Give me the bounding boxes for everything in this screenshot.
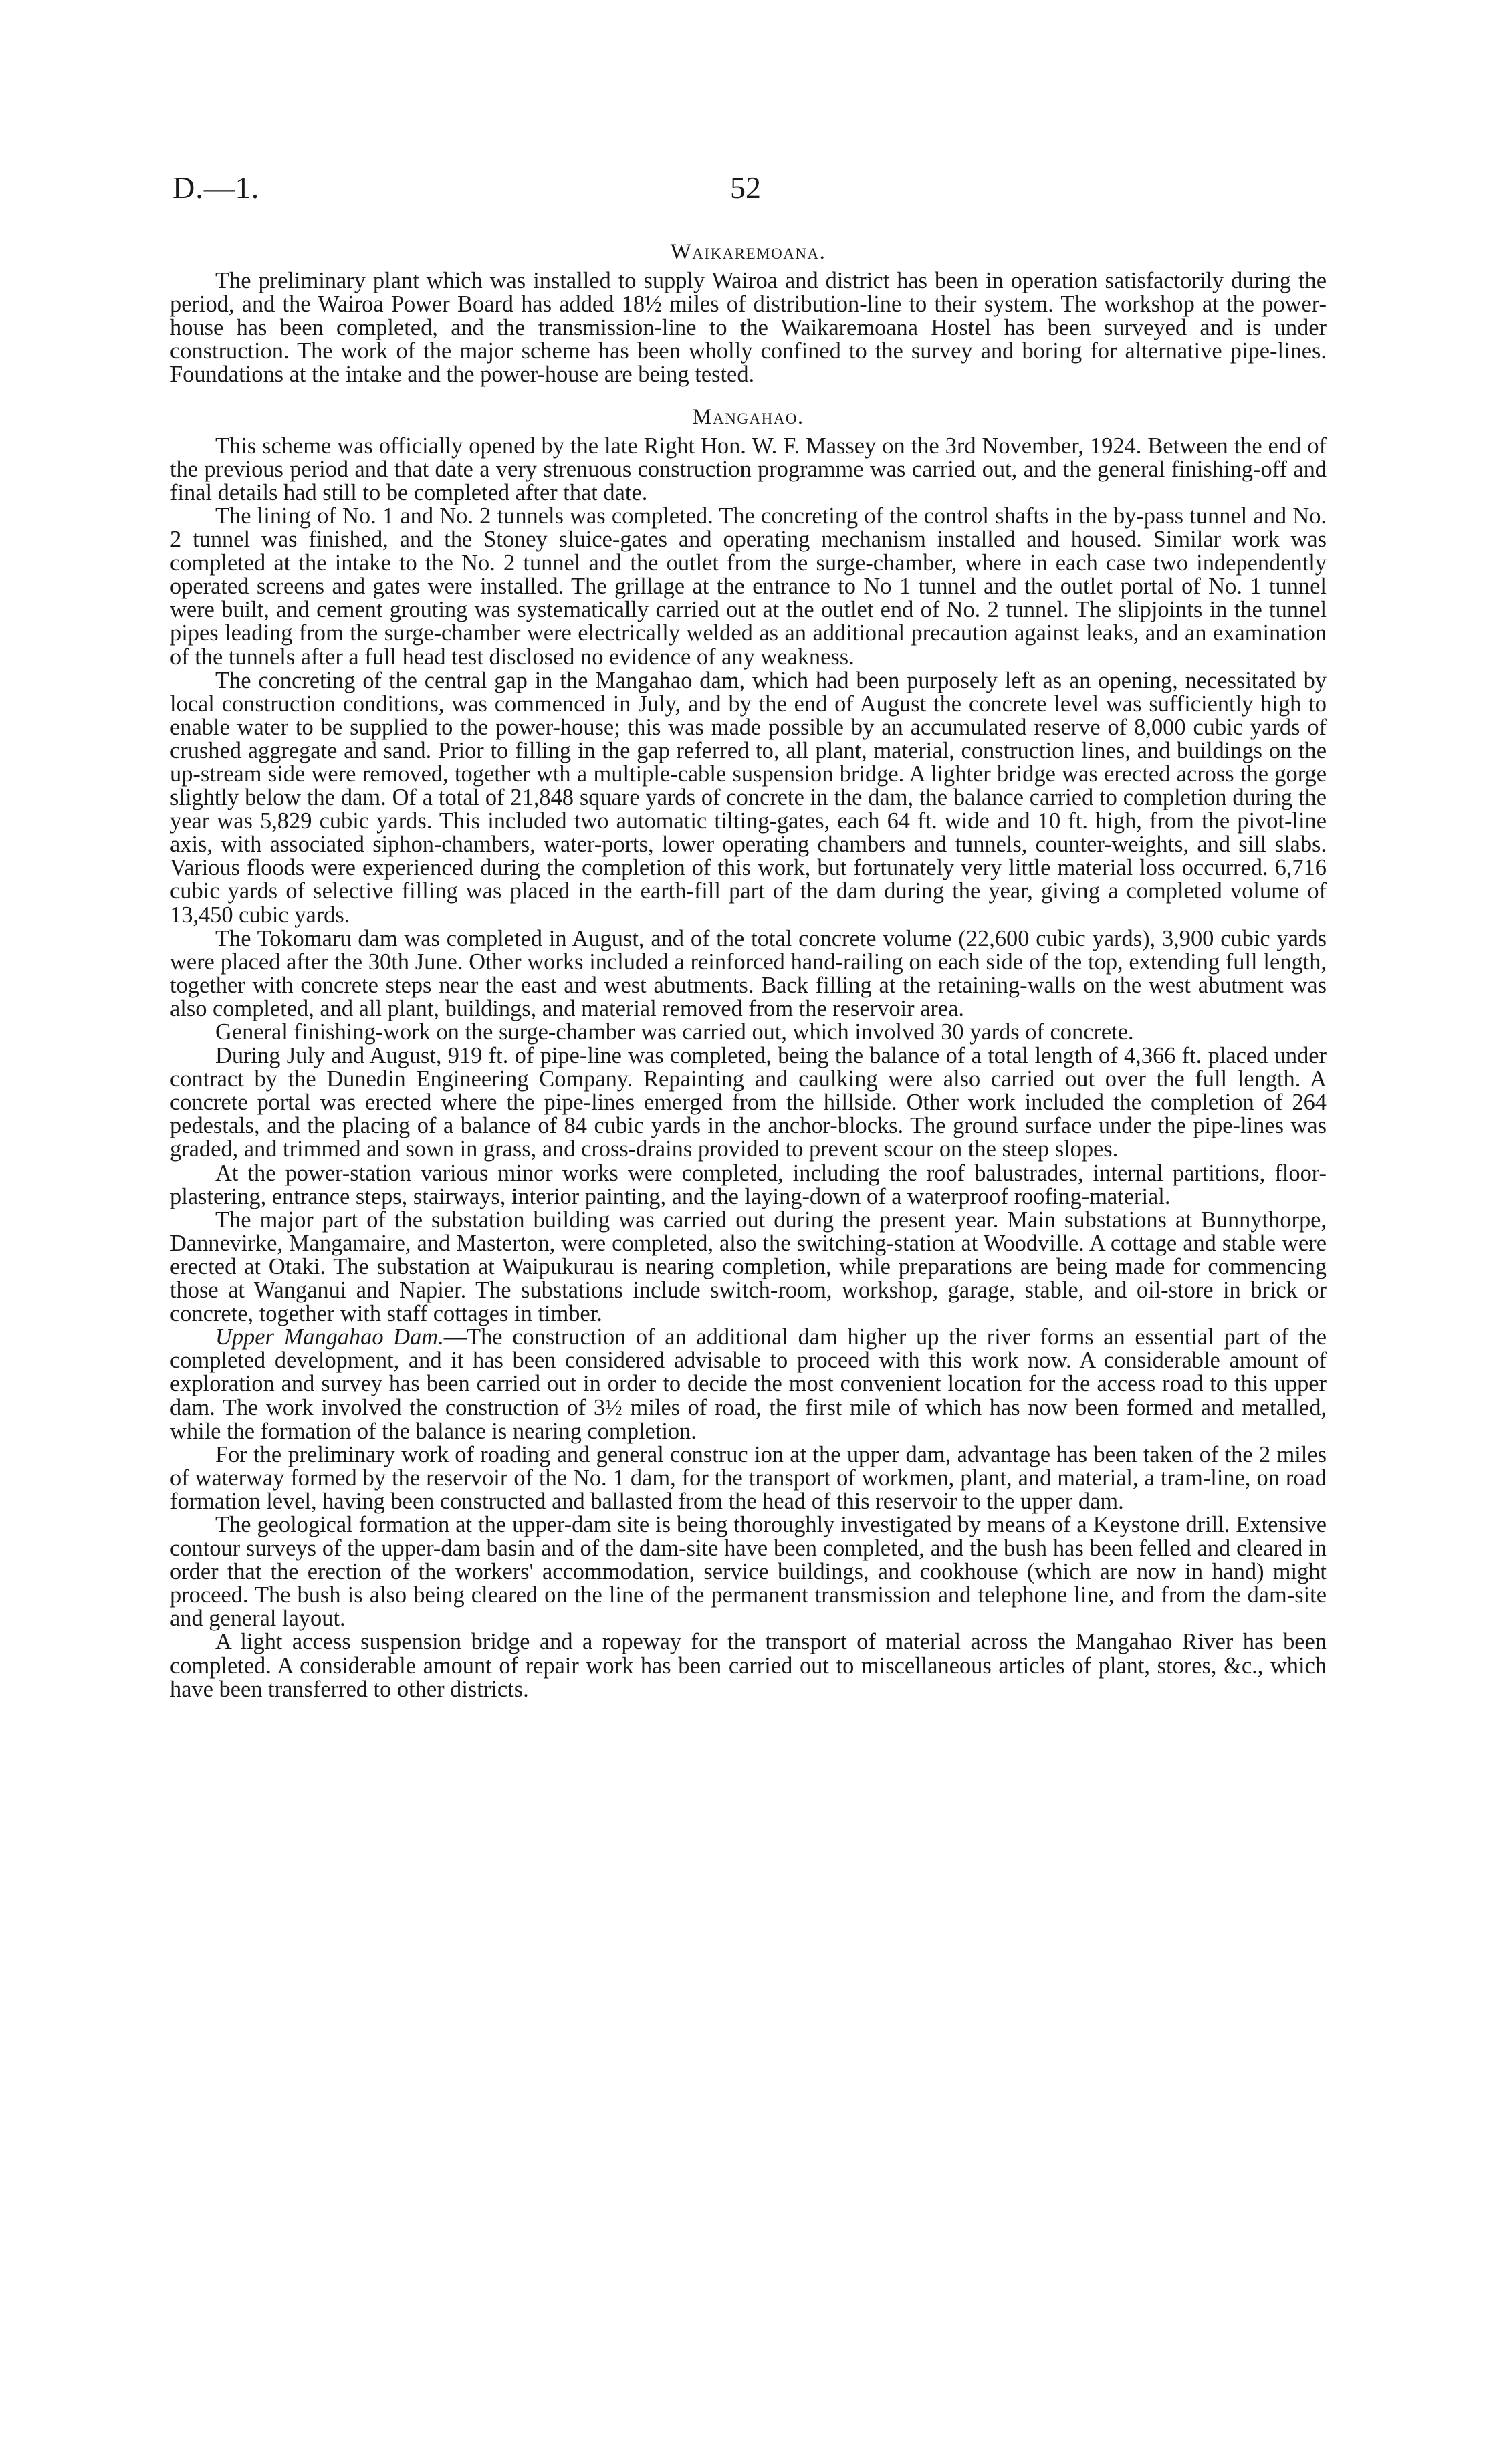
paragraph: The lining of No. 1 and No. 2 tunnels was completed. The concreting of the control shafts in the by-pass tunnel and No. 2 tunnel was finished, and the Stoney sluice-gates and operating mechanism installed and housed. Similar work was completed at the intake to the No. 2 tunnel and the outlet from the surge-chamber, where in each case two independently operated screens and gates were installed. The grillage at the entrance to No 1 tunnel and the outlet portal of No. 1 tunnel were built, and cement grouting was systematically carried out at the outlet end of No. 2 tunnel. The slipjoints in the tunnel pipes leading from the surge-chamber were electrically welded as an additional precaution against leaks, and an examination of the tunnels after a full head test disclosed no evidence of any weakness.	[170, 503, 1327, 670]
upper-dam-heading: Upper Mangahao Dam.	[215, 1324, 444, 1350]
paragraph: The geological formation at the upper-dam site is being thoroughly investigated by means of a Keystone drill. Extensive contour surveys of the upper-dam basin and of the dam-site have been completed, and the bush has been felled and cleared in order that the erection of the workers' accommodation, service buildings, and cookhouse (which are now in hand) might proceed. The bush is also being cleared on the line of the permanent transmission and telephone line, and from the dam-site and general layout.	[170, 1511, 1327, 1632]
document-code: D.—1.	[173, 170, 260, 205]
paragraph: The major part of the substation building was carried out during the present year. Main substations at Bunnythorpe, Dannevirke, Mangamaire, and Masterton, were completed, also the switching-station at Woodville. A cottage and stable were erected at Otaki. The substation at Waipukurau is nearing completion, while preparations are being made for commencing those at Wanganui and Napier. The substations include switch-room, workshop, garage, stable, and oil-store in brick or concrete, together with staff cottages in timber.	[170, 1207, 1327, 1327]
paragraph: The Tokomaru dam was completed in August, and of the total concrete volume (22,600 cubic yards), 3,900 cubic yards were placed after the 30th June. Other works included a reinforced hand-railing on each side of the top, extending full length, together with concrete steps near the east and west abutments. Back filling at the retaining-walls on the west abutment was also completed, and all plant, buildings, and material removed from the reservoir area.	[170, 925, 1327, 1021]
paragraph: At the power-station various minor works were completed, including the roof balustrades, internal partitions, floor-plastering, entrance steps, stairways, interior painting, and the laying-down of a waterproof roofing-material.	[170, 1160, 1327, 1209]
section-title-waikaremoana: Waikaremoana.	[670, 240, 826, 264]
paragraph: A light access suspension bridge and a ropeway for the transport of material across the Mangahao River has been completed. A considerable amount of repair work has been carried out to miscellaneous articles of plant, stores, &c., which have been transferred to other districts.	[170, 1629, 1327, 1702]
paragraph: The concreting of the central gap in the Mangahao dam, which had been purposely left as an opening, necessitated by local construction conditions, was commenced in July, and by the end of August the concrete level was sufficiently high to enable water to be supplied to the power-house; this was made possible by an accumulated reserve of 8,000 cubic yards of crushed aggregate and sand. Prior to filling in the gap referred to, all plant, material, construction lines, and buildings on the up-stream side were removed, together wth a multiple-cable suspension bridge. A lighter bridge was erected across the gorge slightly below the dam. Of a total of 21,848 square yards of concrete in the dam, the balance carried to completion during the year was 5,829 cubic yards. This included two automatic tilting-gates, each 64 ft. wide and 10 ft. high, from the pivot-line axis, with associated siphon-chambers, water-ports, lower operating chambers and tunnels, counter-weights, and sill slabs. Various floods were experienced during the completion of this work, but fortunately very little material loss occurred. 6,716 cubic yards of selective filling was placed in the earth-fill part of the dam during the year, giving a completed volume of 13,450 cubic yards.	[170, 667, 1327, 928]
paragraph: During July and August, 919 ft. of pipe-line was completed, being the balance of a total length of 4,366 ft. placed under contract by the Dunedin Engineering Company. Repainting and caulking were also carried out over the full length. A concrete portal was erected where the pipe-lines emerged from the hillside. Other work included the completion of 264 pedestals, and the placing of a balance of 84 cubic yards in the anchor-blocks. The ground surface under the pipe-lines was graded, and trimmed and sown in grass, and cross-drains provided to prevent scour on the steep slopes.	[170, 1043, 1327, 1162]
paragraph: The preliminary plant which was installed to supply Wairoa and district has been in operation satisfactorily during the period, and the Wairoa Power Board has added 18½ miles of distribution-line to their system. The workshop at the power-house has been completed, and the transmission-line to the Waikaremoana Hostel has been surveyed and is under construction. The work of the major scheme has been wholly confined to the survey and boring for alternative pipe-lines. Foundations at the intake and the power-house are being tested.	[170, 268, 1327, 388]
paragraph: This scheme was officially opened by the late Right Hon. W. F. Massey on the 3rd November, 1924. Between the end of the previous period and that date a very strenuous construction programme was carried out, and the general finishing-off and final details had still to be completed after that date.	[170, 433, 1327, 505]
section-title-mangahao: Mangahao.	[692, 404, 804, 429]
upper-dam-paragraph	[170, 1326, 1327, 1443]
upper-dam-text: —The construction of an additional dam higher up the river forms an essential part of the completed development, and it has been considered advisable to proceed with this work now. A considerable amount of exploration and survey has been carried out in order to decide the most convenient location for the access road to this upper dam. The work involved the construction of 3½ miles of road, the first mile of which has now been formed and metalled, while the formation of the balance is nearing completion.	[170, 1324, 1327, 1444]
paragraph: For the preliminary work of roading and general construc ion at the upper dam, advantage has been taken of the 2 miles of waterway formed by the reservoir of the No. 1 dam, for the transport of workmen, plant, and material, a tram-line, on road formation level, having been constructed and ballasted from the head of this reservoir to the upper dam.	[170, 1441, 1327, 1514]
document-body	[170, 241, 1327, 1701]
paragraph: General finishing-work on the surge-chamber was carried out, which involved 30 yards of concrete.	[215, 1019, 1134, 1045]
page-number: 52	[730, 170, 761, 205]
